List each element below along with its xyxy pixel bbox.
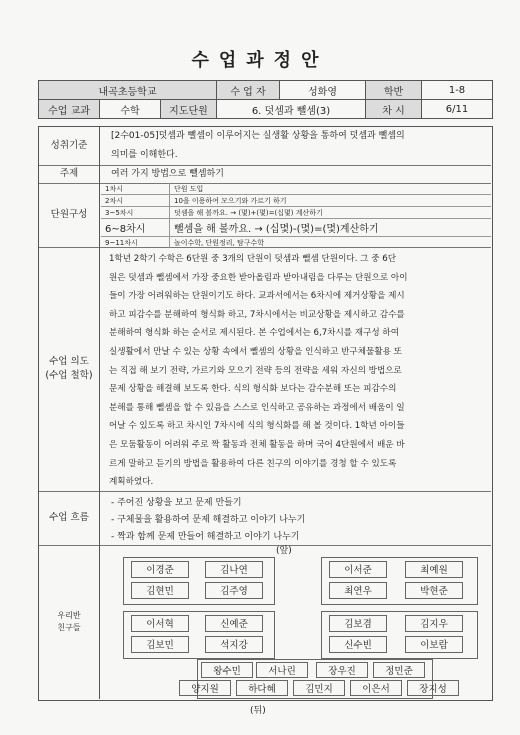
intent-line: 1학년 2학기 수학은 6단원 중 3개의 단원이 덧셈과 뺄셈 단원이다. 그 중 6단: [109, 254, 396, 264]
student-seat: 김주영: [205, 582, 263, 599]
student-seat: 양지원: [179, 680, 231, 696]
intent-label: [39, 247, 100, 491]
unit-session: 9~11차시: [101, 237, 170, 249]
school-name: 내곡초등학교: [39, 81, 217, 100]
student-seat: 최연우: [329, 582, 387, 599]
header-table: [38, 80, 493, 119]
subject-value: 수학: [100, 100, 161, 119]
unit-value: 6. 덧셈과 뺄셈(3): [217, 100, 366, 119]
student-seat: 김보겸: [329, 615, 387, 632]
unit-structure-label: 단원구성: [39, 183, 100, 247]
seating-label-2: 친구들: [57, 623, 81, 632]
student-seat: 신예준: [205, 615, 263, 632]
unit-content: 놀이수학, 단원정리, 탐구수학: [174, 238, 265, 247]
student-seat: 이은서: [350, 680, 402, 696]
topic-label: 주제: [39, 165, 100, 183]
intent-line: 실생활에서 만날 수 있는 상황 속에서 뺄셈의 상황을 인식하고 반구체물활용 또: [109, 346, 402, 357]
lesson-plan-body: [38, 126, 493, 701]
unit-content-highlight: 뺄셈을 해 볼까요. → (십몇)-(몇)=(몇)계산하기: [170, 219, 492, 237]
student-seat: 김지우: [405, 615, 463, 632]
student-seat: 이서혁: [131, 615, 189, 632]
intent-label-1: 수업 의도: [49, 355, 89, 367]
seating-label-1: 우리반: [57, 611, 81, 620]
seating-label: [39, 545, 100, 699]
student-seat: 왕수민: [201, 662, 253, 678]
topic-text: 여러 가지 방법으로 뺄셈하기: [111, 169, 224, 179]
student-seat: 이경준: [131, 561, 189, 578]
student-seat: 이서준: [329, 561, 387, 578]
student-seat: 장지성: [407, 680, 459, 696]
student-seat: 박현준: [405, 582, 463, 599]
student-seat: 신수빈: [329, 636, 387, 653]
intent-row: [39, 247, 491, 492]
student-seat: 이보람: [405, 636, 463, 653]
unit-structure-table: [101, 183, 491, 248]
unit-content: 덧셈을 해 볼까요. → (몇)+(몇)=(십몇) 계산하기: [170, 207, 492, 219]
flow-steps: [101, 491, 487, 545]
unit-structure-row: [39, 183, 491, 248]
flow-row: [39, 491, 491, 546]
flow-step: - 주어진 상황을 보고 문제 만들기: [111, 498, 242, 508]
topic-row: [39, 165, 491, 184]
intent-line: 들이 가장 어려워하는 단원이기도 하다. 교과서에서는 6차시에 제거상황을 제시: [109, 291, 405, 302]
unit-session: 2차시: [101, 195, 170, 207]
unit-session: 3~5차시: [101, 207, 170, 219]
student-seat: 최예원: [405, 561, 463, 578]
unit-session-highlight: 6~8차시: [101, 219, 170, 237]
student-seat: 김현민: [131, 582, 189, 599]
student-seat: 석지강: [205, 636, 263, 653]
student-seat: 정민준: [373, 662, 425, 678]
flow-step: - 짝과 함께 문제 만들어 해결하고 이야기 나누기: [111, 532, 300, 542]
standard-text: [101, 127, 487, 165]
intent-line: 원은 덧셈과 뺄셈에서 가장 중요한 받아올림과 받아내림을 다루는 단원으로 아이: [109, 272, 408, 283]
session-value: 6/11: [422, 100, 493, 119]
back-label: (뒤): [250, 706, 266, 716]
intent-line: 어날 수 있도록 하고 차시인 7차시에 식의 형식화를 해 볼 것이다. 1학년 아이들: [109, 421, 405, 432]
standard-row: [39, 127, 491, 166]
unit-content: 단원 도입: [170, 183, 492, 195]
seating-row: [39, 545, 491, 699]
seating-chart: [101, 545, 491, 699]
class-label: 학반: [366, 81, 422, 100]
intent-label-2: (수업 철학): [45, 370, 93, 381]
intent-line: 하고 피감수를 분해하여 형식화 하고, 7차시에서는 비교상황을 제시하고 감수를: [109, 309, 405, 320]
intent-line: 분해하여 형식화 하는 순서로 제시된다. 본 수업에서는 6,7차시를 재구성 하여: [109, 328, 400, 339]
teacher-name: 성화영: [280, 81, 366, 100]
subject-label: 수업 교과: [39, 100, 100, 119]
student-seat: 김민지: [293, 680, 345, 696]
student-seat: 서나린: [256, 662, 308, 678]
intent-line: 계획하였다.: [109, 477, 154, 488]
intent-line: 문제 상황을 해결해 보도록 한다. 식의 형식화 보다는 감수분해 또는 피감수의: [109, 384, 397, 395]
intent-line: 분해를 통해 뺄셈을 할 수 있음을 스스로 인식하고 공유하는 과정에서 배움이 일: [109, 402, 405, 413]
student-seat: 장우진: [316, 662, 368, 678]
session-label: 차 시: [366, 100, 422, 119]
intent-text: [101, 247, 487, 491]
student-seat: 김나연: [205, 561, 263, 578]
standard-line-1: [2수01-05]덧셈과 뺄셈이 이루어지는 실생활 상황을 통하여 덧셈과 뺄셈의: [111, 131, 405, 141]
unit-label: 지도단원: [161, 100, 217, 119]
page-title: 수업과정안: [191, 50, 329, 71]
front-label: (앞): [276, 546, 292, 556]
flow-step: - 구체물을 활용하여 문제 해결하고 이야기 나누기: [111, 515, 306, 525]
unit-session: 1차시: [101, 183, 170, 195]
standard-line-2: 의미를 이해한다.: [111, 150, 178, 160]
student-seat: 김보민: [131, 636, 189, 653]
standard-label: 성취기준: [39, 127, 100, 165]
flow-label: 수업 흐름: [39, 491, 100, 545]
teacher-label: 수 업 자: [217, 81, 280, 100]
intent-line: 는 직접 해 보기 전략, 가르기와 모으기 전략 등의 전략을 세워 자신의 방법으로: [109, 365, 402, 376]
student-seat: 하다혜: [236, 680, 288, 696]
intent-line: 은 모둠활동이 어려워 주로 짝 활동과 전체 활동을 하며 국어 4단원에서 배운 바: [109, 439, 405, 450]
class-value: 1-8: [422, 81, 493, 100]
intent-line: 르게 말하고 듣기의 방법을 활용하여 다른 친구의 이야기를 경청 할 수 있도록: [109, 458, 397, 469]
unit-content: 10을 이용하여 모으기와 가르기 하기: [170, 195, 492, 207]
